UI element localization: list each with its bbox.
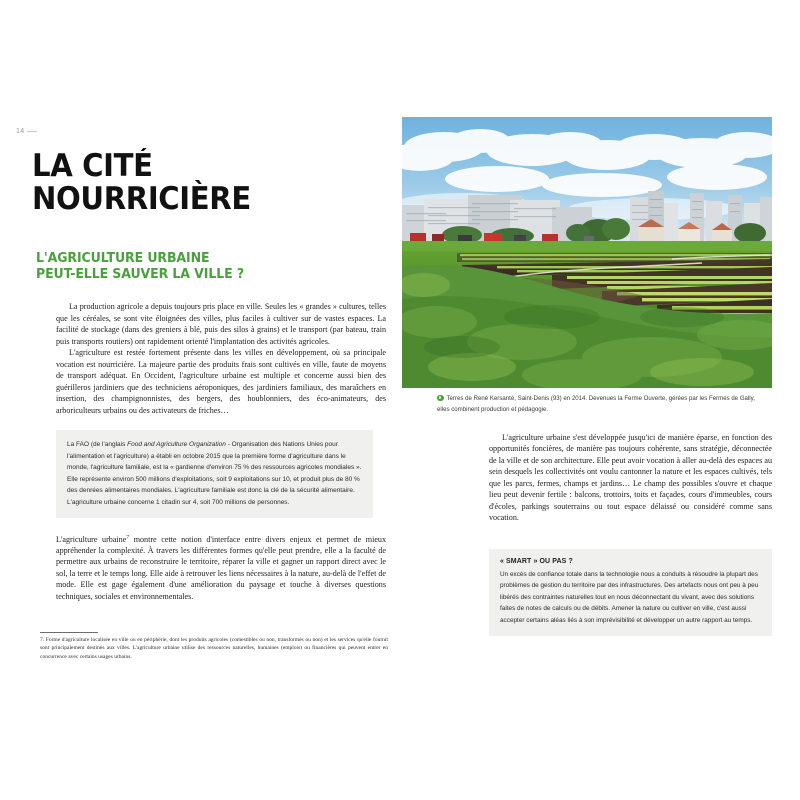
- paragraph-3-part-2: montre cette notion d'interface entre divers enjeux et permet de mieux appréhender la complexité. À travers les différentes formes qu'elle peut prendre, elle a la faculté de permettre aux urbains de reconstruire le territoire, réparer la ville et gagner un rapport direct avec le sol, la terre et le temps long. Elle aide à retrouver les liens nécessaires à la nature, au-delà de l'effet de mode. Elle est gage également d'une amélioration du paysage et touche à diverses questions techniques, sociales et environnementales.: [56, 534, 387, 601]
- fao-info-text: [67, 439, 363, 508]
- fao-text-part-1: La FAO (de l'anglais: [67, 441, 128, 449]
- paragraph-2: L'agriculture est restée fortement présente dans les villes en développement, où sa principale vocation est nourricière. La majeure partie des produits frais sont cultivés en ville, faute de moyens de transport adéquat. En Occident, l'agriculture urbaine est multiple et concerne aussi bien des guérilleros jardiniers que des techniciens aéroponiques, des jardiniers familiaux, des maraîchers en insertion, des champignonnistes, des bergers, des houblonniers, des éco-animateurs, des arboriculteurs urbains ou des activateurs de friches…: [56, 348, 386, 415]
- paragraph-1: La production agricole a depuis toujours pris place en ville. Seules les « grandes » cultures, telles que les céréales, se sont vite éloignées des villes, plus faciles à cultiver sur de vastes espaces. La facilité de stockage (dans des greniers à blé, puis des silos à grains) et le transport (par bateau, train puis transports routiers) ont rapidement orienté l'implantation des activités agricoles.: [56, 302, 386, 346]
- paragraph-3-part-1: L'agriculture urbaine: [56, 534, 127, 544]
- right-paragraph-1: L'agriculture urbaine s'est développée jusqu'ici de manière éparse, en fonction des opportunités foncières, de manière pas toujours cohérente, sans stratégie, déconnectée de la ville et de son architecture. Elle peut avoir vocation à aller au-delà des espaces au sein desquels les collectivités ont voulu cantonner la nature et les espaces cultivés, tels que les parcs, fermes, champs et jardins… Le champ des possibles s'ouvre et chaque lieu peut devenir fertile : balcons, trottoirs, toits et façades, cours d'immeubles, cours d'écoles, parkings souterrains ou tout espace délaissé ou considéré comme sans vocation.: [489, 433, 772, 523]
- fao-info-box: [56, 430, 373, 517]
- fao-italic-title: Food and Agriculture Organization: [127, 441, 226, 449]
- left-column: [32, 150, 387, 602]
- footnote-marker: 7: [126, 533, 130, 540]
- subtitle-line-2: PEUT-ELLE SAUVER LA VILLE ?: [36, 267, 245, 283]
- intro-body-text: [56, 301, 386, 416]
- smart-box-heading: « SMART » OU PAS ?: [500, 558, 573, 565]
- page-title: LA CITÉ NOURRICIÈRE: [32, 148, 251, 217]
- fao-text-part-2: - Organisation des Nations Unies pour l'alimentation et l'agriculture) a établi en octobre 2015 que la première forme d'agriculture dans le monde, l'agriculture familiale, est la « gardienne d'environ 75 % des ressources agricoles mondiales ». Elle représente environ 500 millions d'exploitations, soit 9 exploitations sur 10, et produit plus de 80 % des denrées alimentaires mondiales. L'agriculture familiale est donc la clé de la sécurité alimentaire. L'agriculture urbaine concerne 1 citadin sur 4, soit 700 millions de personnes.: [67, 441, 362, 506]
- post-box-body-text: [56, 534, 386, 603]
- paragraph-3: [56, 534, 386, 603]
- urban-farm-photograph: [402, 117, 772, 388]
- footnote-divider: [40, 632, 98, 633]
- footnote-block: [40, 632, 388, 661]
- page-folio: [16, 128, 37, 135]
- section-subtitle: [36, 251, 369, 283]
- smart-info-box: [489, 549, 772, 636]
- right-column: [489, 432, 772, 524]
- smart-box-body: Un excès de confiance totale dans la technologie nous a conduits à résoudre la plupart des problèmes de gestion du territoire par des infrastructures. Des artefacts nous ont peu à peu libérés des contraintes naturelles tout en nous déconnectant du vivant, avec des solutions faites de notes de calculs ou de débits. Amener la nature ou cultiver en ville, c'est aussi accepter certains aléas liés à son imprévisibilité et développer un autre rapport au temps.: [500, 571, 759, 624]
- folio-number: 14: [16, 128, 25, 135]
- photo-illustration: [402, 117, 772, 388]
- footnote-text: 7. Forme d'agriculture localisée en ville ou en périphérie, dont les produits agricoles (comestibles ou non, transformés ou non) et les services qu'elle fournit sont principalement destinés aux villes. L'agriculture urbaine utilise des ressources naturelles, humaines (emplois) ou financières qui peuvent entrer en concurrence avec certains usages urbains.: [40, 636, 388, 660]
- photo-caption: [437, 394, 767, 415]
- copyright-circle-icon: [437, 395, 444, 402]
- folio-rule: [27, 131, 37, 132]
- photo-caption-text: Terres de René Kersanté, Saint-Denis (93) en 2014. Devenues la Ferme Ouverte, gérées par les Fermes de Gally, elles combinent production et pédagogie.: [437, 395, 755, 413]
- subtitle-line-1: L'AGRICULTURE URBAINE: [36, 251, 210, 267]
